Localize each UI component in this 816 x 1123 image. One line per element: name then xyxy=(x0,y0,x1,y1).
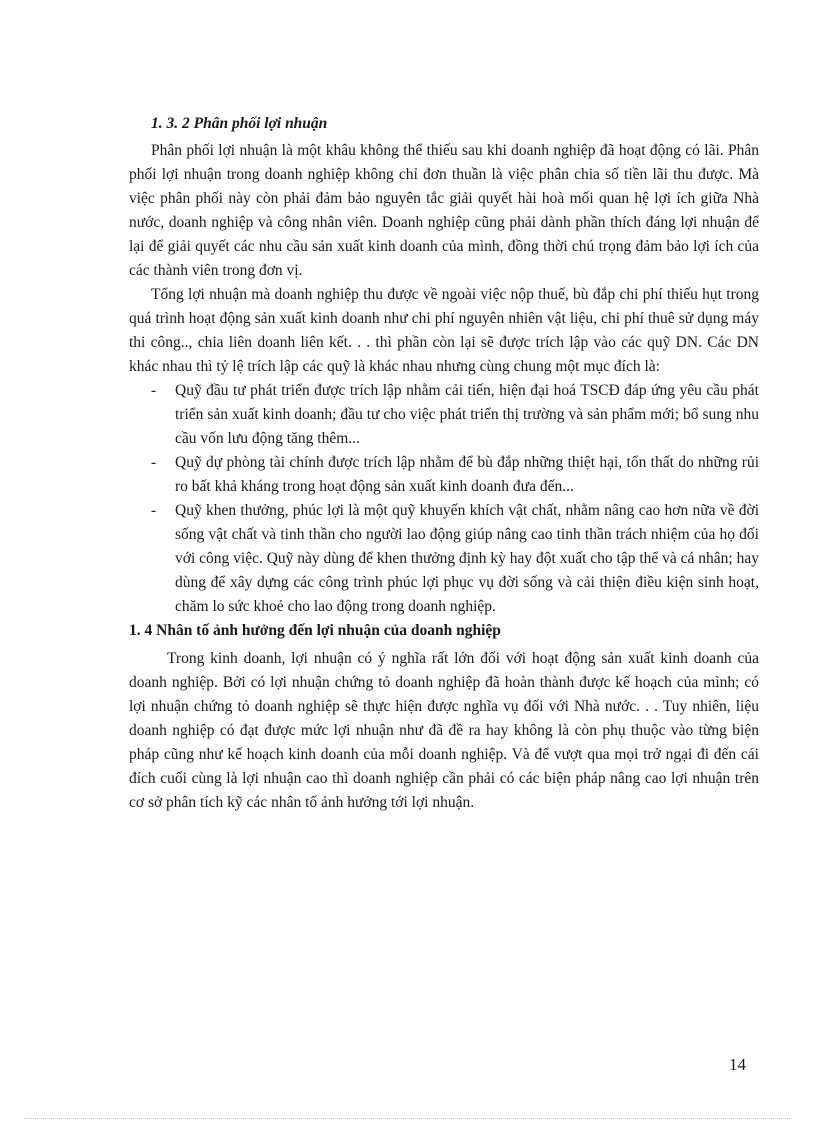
list-item-reward-welfare-fund xyxy=(129,499,759,619)
fund-list xyxy=(129,379,759,619)
paragraph-total-profit: Tổng lợi nhuận mà doanh nghiệp thu được về ngoài việc nộp thuế, bù đắp chi phí thiếu hụt trong quá trình hoạt động sản xuất kinh doanh như chi phí nguyên nhiên vật liệu, chi phí thuê sử dụng máy thi công.., chia liên doanh liên kết. . . thì phần còn lại sẽ được trích lập vào các quỹ DN. Các DN khác nhau thì tỷ lệ trích lập các quỹ là khác nhau nhưng cùng chung một mục đích là: xyxy=(129,286,759,375)
list-item-investment-fund xyxy=(129,379,759,451)
list-item-text: Quỹ khen thưởng, phúc lợi là một quỹ khuyến khích vật chất, nhằm nâng cao hơn nữa về đời sống vật chất và tinh thần cho người lao động giúp nâng cao tinh thần trách nhiệm của họ đối với công việc. Quỹ này dùng để khen thưởng định kỳ hay đột xuất cho tập thể và cá nhân; hay dùng để xây dựng các công trình phúc lợi phục vụ đời sống và cải thiện điều kiện sinh hoạt, chăm lo sức khoẻ cho lao động trong doanh nghiệp. xyxy=(175,502,759,615)
section-heading-1-4: 1. 4 Nhân tố ảnh hưởng đến lợi nhuận của doanh nghiệp xyxy=(129,622,501,639)
subsection-heading-1-3-2: 1. 3. 2 Phân phối lợi nhuận xyxy=(151,115,328,132)
list-item-reserve-fund xyxy=(129,451,759,499)
bullet-dash: - xyxy=(151,454,157,471)
page-number: 14 xyxy=(729,1055,746,1074)
bullet-dash: - xyxy=(151,502,157,519)
paragraph-profit-factors: Trong kinh doanh, lợi nhuận có ý nghĩa rất lớn đối với hoạt động sản xuất kinh doanh của doanh nghiệp. Bởi có lợi nhuận chứng tỏ doanh nghiệp đã hoàn thành được kế hoạch của mình; có lợi nhuận chứng tỏ doanh nghiệp sẽ thực hiện được nghĩa vụ đối với Nhà nước. . . Tuy nhiên, liệu doanh nghiệp có đạt được mức lợi nhuận như đã đề ra hay không là còn phụ thuộc vào từng biện pháp cũng như kế hoạch kinh doanh của mỗi doanh nghiệp. Và để vượt qua mọi trở ngại đi đến cái đích cuối cùng là lợi nhuận cao thì doanh nghiệp cần phải có các biện pháp nâng cao lợi nhuận trên cơ sở phân tích kỹ các nhân tố ảnh hưởng tới lợi nhuận. xyxy=(129,650,759,811)
paragraph-profit-distribution: Phân phối lợi nhuận là một khâu không thể thiếu sau khi doanh nghiệp đã hoạt động có lãi. Phân phối lợi nhuận trong doanh nghiệp không chỉ đơn thuần là việc phân chia số tiền lãi thu được. Mà việc phân phối này còn phải đảm bảo nguyên tắc giải quyết hài hoà mối quan hệ lợi ích giữa Nhà nước, doanh nghiệp và công nhân viên. Doanh nghiệp cũng phải dành phần thích đáng lợi nhuận để lại để giải quyết các nhu cầu sản xuất kinh doanh của mình, đồng thời chú trọng đảm bảo lợi ích của các thành viên trong đơn vị. xyxy=(129,142,759,279)
bullet-dash: - xyxy=(151,382,157,399)
page-content xyxy=(129,114,759,815)
list-item-text: Quỹ dự phòng tài chính được trích lập nhằm để bù đắp những thiệt hại, tổn thất do những rủi ro bất khả kháng trong hoạt động sản xuất kinh doanh đưa đến... xyxy=(175,454,759,495)
list-item-text: Quỹ đầu tư phát triển được trích lập nhằm cải tiến, hiện đại hoá TSCĐ đáp ứng yêu cầu phát triển sản xuất kinh doanh; đầu tư cho việc phát triển thị trường và sản phẩm mới; bổ sung nhu cầu vốn lưu động tăng thêm... xyxy=(175,382,759,447)
page-bottom-divider xyxy=(24,1118,792,1119)
